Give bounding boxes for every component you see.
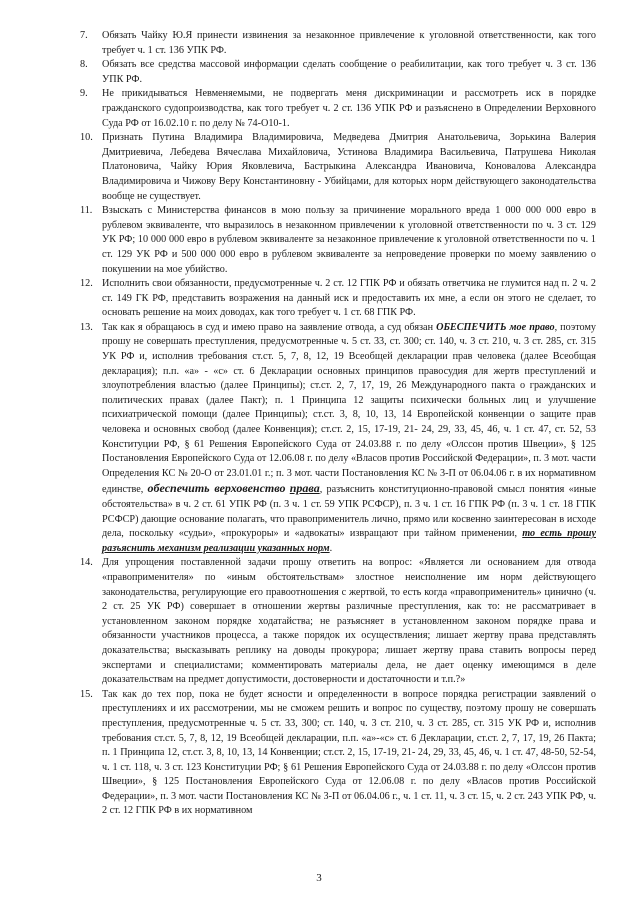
item-number: 9.	[80, 88, 88, 100]
item-text-segment: , поэтому прошу не совершать преступления, предусмотренные ч. 5 ст. 33, ст. 300; ст. 140, ч. 3 ст. 210, ч. 3 ст. 285, ст. 315 УК РФ и, исполнив требования ст.ст. 5, 7, 8, 12, 19 Всеобщей декларации прав человека (далее Всеобщая декларация); п.п. «а» - «с» ст. 6 Декларации основных принципов правосудия для жертв преступлений и злоупотребления властью (далее Принципы); ст.ст. 2, 7, 17, 19, 26 Международного пакта о гражданских и политических правах (далее Пакт); п. 1 Принципа 12 защиты психически больных лиц и улучшение психиатрической помощи (далее Принципы); ст.ст. 3, 8, 10, 13, 14 Европейской конвенции о защите прав человека и основных свобод (далее Конвенция); ст.ст. 2, 15, 17-19, 21- 24, 29, 33, 45, 46, ч. 1 ст. 47, ст. 52, 53 Конституции РФ, § 61 Решения Европейского Суда от 24.03.88 г. по делу «Олссон против Швеции», § 125 Постановления Европейского Суда от 12.06.08 г. по делу «Власов против Российской Федерации», п. 3 мот. части Определения КС № 20-О от 23.01.01 г.; п. 3 мот. части Постановления КС № 3-П от 06.04.06 г. в их нормативном единстве,	[102, 321, 596, 496]
emphasized-text: права	[289, 481, 320, 496]
item-text	[102, 87, 596, 131]
item-number: 8.	[80, 59, 88, 71]
page-number: 3	[316, 872, 322, 884]
item-number: 11.	[80, 205, 93, 217]
item-number: 7.	[80, 30, 88, 41]
list-item	[80, 87, 596, 131]
emphasized-text: ОБЕСПЕЧИТЬ мое право	[436, 321, 555, 333]
item-text-segment: .	[329, 542, 333, 554]
item-number: 15.	[80, 688, 93, 700]
item-text-segment: Не прикидываться Невменяемыми, не подвергать меня дискриминации и рассмотреть иск в порядке гражданского судопроизводства, как того требует ч. 2 ст. 136 УПК РФ и разъяснено в Определении Верховного Суда РФ от 16.02.10 г. по делу № 74-О10-1.	[102, 88, 596, 129]
item-text-segment: Взыскать с Министерства финансов в мою пользу за причинение морального вреда 1 000 000 000 евро в рублевом эквиваленте, что выразилось в незаконном привлечении к уголовной ответственности по ч. 3 ст. 129 УК РФ; 10 000 000 евро в рублевом эквиваленте за незаконное привлечение к уголовной ответственности по ч. 1 ст. 129 УК РФ и 500 000 000 евро в рублевом эквиваленте за непроведение проверки по моему заявлению о покушении на мое убийство.	[102, 205, 596, 275]
item-text-segment: Для упрощения поставленной задачи прошу ответить на вопрос: «Является ли основанием для отвода «правоприменителя» по «иным обстоятельствам» злостное неисполнение им норм действующего законодательства, регулирующие его правоотношения с жертвой, то есть когда «правоприменитель» цинично (ч. 2 ст. 25 УК РФ) совершает в отношении жертвы различные преступления, как то: не рассматривает в установленном законом порядке ходатайства; не разъясняет в установленном законом порядке права и обязанности участников процесса, а также порядок их осуществления; лишает жертву права представлять доказательства; высказывать реплику на доводы прокурора; лишает жертву права ставить вопросы перед экспертами и специалистами; комментировать материалы дела, не дает оценку имеющимся в деле доказательствам на предмет допустимости, достоверности и достаточности и т.п.?»	[102, 557, 596, 686]
list-item	[80, 277, 596, 321]
emphasized-text: обеспечить верховенство	[147, 481, 286, 496]
item-number: 13.	[80, 321, 93, 333]
item-number: 14.	[80, 557, 93, 569]
item-text-segment: Исполнить свои обязанности, предусмотренные ч. 2 ст. 12 ГПК РФ и обязать ответчика не глумится над п. 2 ч. 2 ст. 149 ГК РФ, представить возражения на данный иск и предоставить их мне, а если он этого не сделает, то основать решение на моих доводах, как того требует ч. 1 ст. 68 ГПК РФ.	[102, 278, 596, 319]
numbered-list	[80, 29, 596, 819]
item-text	[102, 688, 596, 819]
emphasized-text: то есть прошу разъяснить механизм реализации указанных норм	[102, 528, 596, 554]
item-text-segment: Так как я обращаюсь в суд и имею право на заявление отвода, а суд обязан	[102, 321, 437, 333]
item-text	[102, 58, 596, 87]
list-item	[80, 688, 596, 819]
item-text-segment: Обязать Чайку Ю.Я принести извинения за незаконное привлечение к уголовной ответственности, как того требует ч. 1 ст. 136 УПК РФ.	[102, 30, 596, 56]
item-text-segment: Обязать все средства массовой информации сделать сообщение о реабилитации, как того требует ч. 3 ст. 136 УПК РФ.	[102, 59, 596, 85]
list-item	[80, 321, 596, 557]
item-text	[102, 29, 596, 58]
list-item	[80, 556, 596, 687]
item-number: 12.	[80, 278, 93, 290]
item-text	[102, 277, 596, 321]
list-item	[80, 131, 596, 204]
item-text	[102, 321, 596, 557]
list-item	[80, 29, 596, 58]
item-number: 10.	[80, 132, 93, 144]
item-text	[102, 204, 596, 277]
list-item	[80, 204, 596, 277]
item-text-segment: Признать Путина Владимира Владимировича, Медведева Дмитрия Анатольевича, Зорькина Валерия Дмитриевича, Лебедева Вячеслава Михайловича, Устинова Владимира Васильевича, Патрушева Николая Платоновича, Чайку Юрия Яковлевича, Бастрыкина Александра Ивановича, Коновалова Александра Владимировича и Чижову Веру Константиновну - Убийцами, для которых норм действующего законодательства вообще не существует.	[102, 132, 596, 202]
item-text-segment: , разъяснить конституционно-правовой смысл понятия «иные обстоятельства» в ч. 2 ст. 61 УПК РФ (п. 3 ч. 1 ст. 59 УПК РСФСР), п. 3 ч. 1 ст. 16 ГПК РФ (п. 3 ч. 1 ст. 18 ГПК РСФСР) дающие основание полагать, что правоприменитель лично, прямо или косвенно заинтересован в исходе дела, поскольку «судьи», «прокуроры» и «адвокаты» извращают при тайном применении,	[102, 484, 597, 540]
item-text	[102, 556, 596, 687]
item-text	[102, 131, 596, 204]
list-item	[80, 58, 596, 87]
item-text-segment: Так как до тех пор, пока не будет ясности и определенности в вопросе порядка регистрации заявлений о преступлениях и их рассмотрении, мы не сможем решить и вопрос по существу, поэтому прошу не совершать преступления, предусмотренные ч. 5 ст. 33, 300; ст. 140, ч. 3 ст. 210, ч. 3 ст. 285, ст. 315 УК РФ и, исполнив требования ст.ст. 5, 7, 8, 12, 19 Всеобщей декларации, п.п. «а»-«с» ст. 6 Декларации, ст.ст. 2, 7, 17, 19, 26 Пакта; п. 1 Принципа 12, ст.ст. 3, 8, 10, 13, 14 Конвенции; ст.ст. 2, 15, 17-19, 21- 24, 29, 33, 45, 46, ч. 1 ст. 47, 48-50, 52-54, ч. 1 ст. 118, ч. 3 ст. 123 Конституции РФ; § 61 Решения Европейского Суда от 24.03.88 г. по делу «Олссон против Швеции», § 125 Постановления Европейского Суда от 12.06.08 г. по делу «Власов против Российской Федерации», п. 3 мот. части Постановления КС № 3-П от 06.04.06 г., ч. 1 ст. 11, ч. 3 ст. 15, ч. 2 ст. 243 УПК РФ, ч. 2 ст. 12 ГПК РФ в их нормативном	[102, 688, 596, 817]
document-page	[80, 29, 596, 819]
